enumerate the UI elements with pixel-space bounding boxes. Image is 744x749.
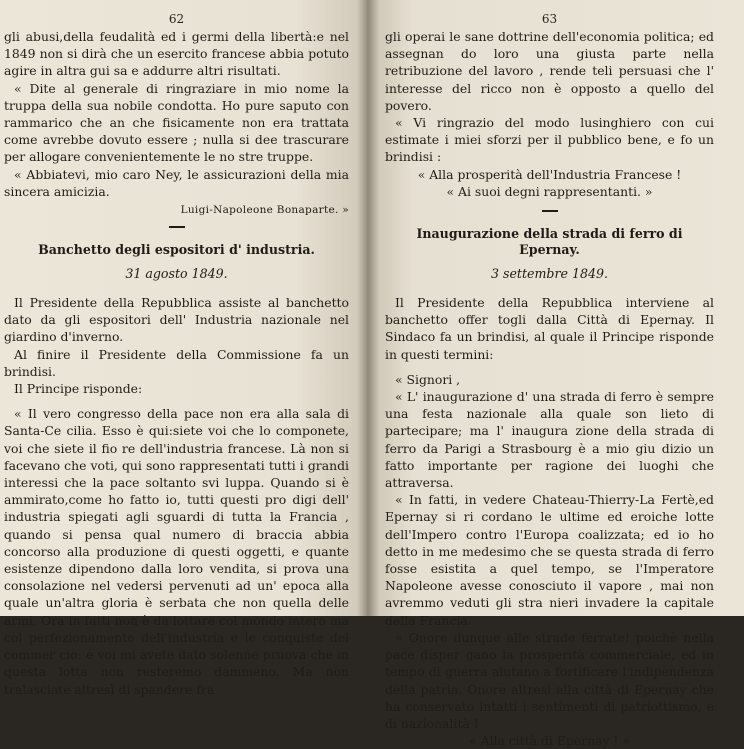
paragraph: « Onore dunque alle strade ferrate! poichè nella pace disper gano la prosperità commerciale, ed in tempo di guerra aiutano a fortificare l'indipendenza della patria. Onore altresì alla città di Epernay che ha conservato intatti i sentimenti di patriottismo, e di nazionalità ! (385, 629, 714, 731)
page-number-right: 63 (541, 12, 558, 26)
paragraph: gli abusi,della feudalità ed i germi della libertà:e nel 1849 non si dirà che un esercito francese abbia potuto agire in altra gui sa e addurre altri risultati. (4, 29, 349, 79)
closing-toast: « Alla città di Epernay ! » (469, 733, 630, 749)
toast-line: « Alla prosperità dell'Industria Francese ! (417, 166, 682, 182)
paragraph: Il Presidente della Repubblica assiste al banchetto dato da gli espositori dell' Industria nazionale nel giardino d'inverno. (4, 295, 349, 345)
paragraph: « In fatti, in vedere Chateau-Thierry-La Fertè,ed Epernay si ri cordano le ultime ed eroiche lotte dell'Impero contro l'Europa coalizzata; ed io ho detto in me medesimo che se questa strada di ferro fosse esistita a quel tempo, se l'Imperatore Napoleone avesse conosciuto il vapore , mai non avremmo veduti gli stra nieri invadere la capitale della Francia. (385, 492, 714, 628)
paragraph: gli operai le sane dottrine dell'economia politica; ed assegnan do loro una giusta parte nella retribuzione del lavoro , rende teli persuasi che l' interesse del ricco non è opposto a quello del povero. (385, 29, 714, 113)
right-page (367, 0, 744, 749)
toast-line: « Ai suoi degni rappresentanti. » (446, 183, 653, 199)
paragraph: « Abbiatevi, mio caro Ney, le assicurazioni della mia sincera amicizia. (4, 166, 349, 199)
section-divider (542, 210, 558, 212)
paragraph: « Il vero congresso della pace non era alla sala di Santa-Ce cilia. Esso è qui:siete voi che lo componete, voi che siete il fio re dell'industria francese. Là non si facevano che voti, qui sono rappresentati tutti i grandi interessi che la pace soltanto svi luppa. Quando si è ammirato,come ho fatto io, tutti questi pro digi dell' industria spiegati agli sguardi di tutta la Francia , quando si pensa qual numero di braccia abbia concorso alla produzione di questi oggetti, e quante esistenze dipendono dalla loro vendita, si prova una consolazione nel vedersi pervenuti ad un' epoca alla quale un'altra gloria è serbata che non quella delle armi. Ora in fatti non è da lottare col mondo intero ma col perfezionamento dell'industria e le conquiste del commer cio: e voi mi avete dato solenne pruova che in questa lotta non resteremo dammeno. Ma non tralasciate altresì di spandere fra (4, 406, 349, 697)
paragraph: Il Principe risponde: (14, 381, 143, 397)
left-page (0, 0, 367, 697)
section-date: 31 agosto 1849. (125, 266, 228, 282)
section-heading: Banchetto degli espositori d' industria. (38, 242, 315, 258)
paragraph: « Dite al generale di ringraziare in mio nome la truppa della sua nobile condotta. Ho pure saputo con rammarico che an che fisicamente non era trattata come avrebbe dovuto essere ; nulla si dee trascurare per allogare convenientemente le no stre truppe. (4, 80, 349, 165)
section-heading: Inaugurazione della strada di ferro di Epernay. (416, 226, 683, 258)
signature: Luigi-Napoleone Bonaparte. » (180, 204, 349, 217)
paragraph: Al finire il Presidente della Commissione fa un brindisi. (4, 346, 349, 379)
paragraph: « Signori , (395, 371, 461, 387)
page-number-left: 62 (168, 12, 185, 26)
paragraph: Il Presidente della Repubblica interviene al banchetto offer togli dalla Città di Epernay. Il Sindaco fa un brindisi, al quale il Principe risponde in questi termini: (385, 295, 714, 362)
paragraph: « L' inaugurazione d' una strada di ferro è sempre una festa nazionale alla quale son lieto di partecipare; ma l' inaugura zione della strada di ferro da Parigi a Strasbourg è a mio giu dizio un fatto importante per ragione dei luoghi che attraversa. (385, 389, 714, 491)
section-divider (169, 226, 185, 228)
section-date: 3 settembre 1849. (490, 266, 609, 282)
paragraph: « Vi ringrazio del modo lusinghiero con cui estimate i miei sforzi per il pubblico bene, e fo un brindisi : (385, 115, 714, 165)
